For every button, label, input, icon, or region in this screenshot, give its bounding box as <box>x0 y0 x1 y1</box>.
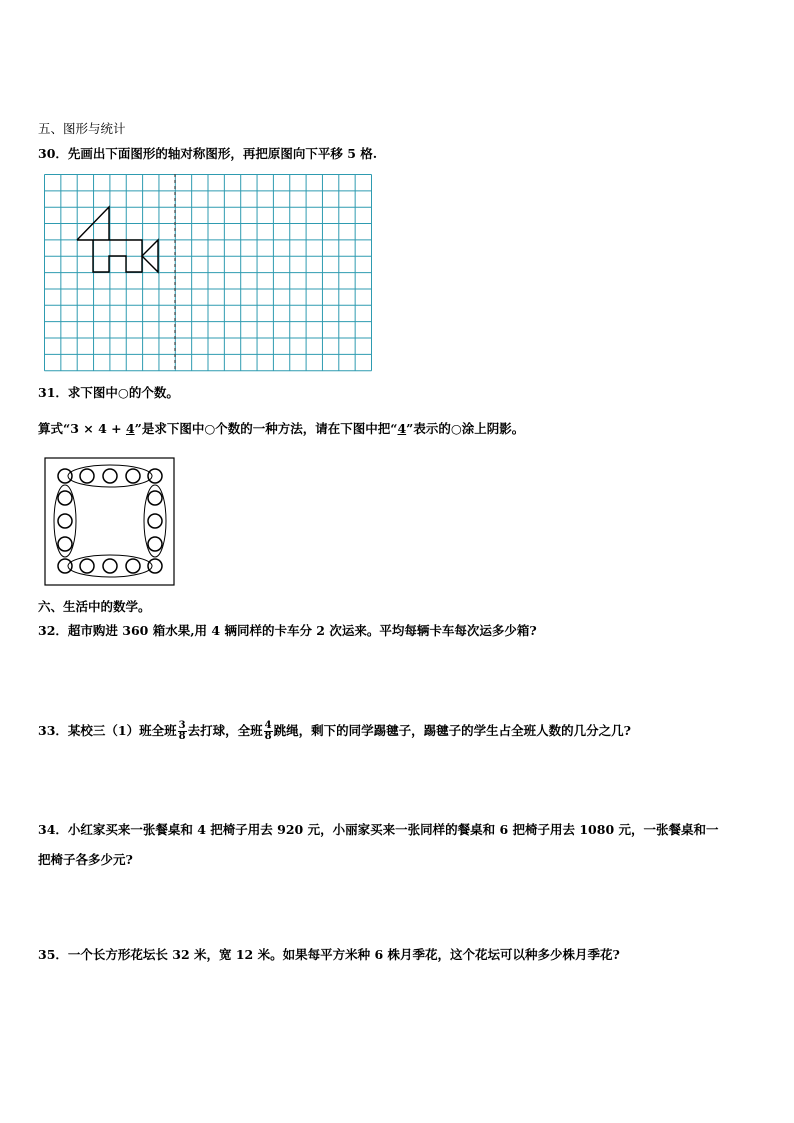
small-circle <box>58 537 72 551</box>
small-circle <box>148 469 162 483</box>
question-34-number: 34． <box>38 822 68 837</box>
question-34-text-1: 小红家买来一张餐桌和 4 把椅子用去 920 元，小丽家买来一张同样的餐桌和 6 把椅子用去 1080 元，一张餐桌和一 <box>67 822 719 837</box>
small-circle <box>80 559 94 573</box>
question-31 <box>38 384 179 402</box>
formula-mid: ”是求下图中○个数的一种方法，请在下图中把“ <box>134 421 398 436</box>
formula-pre: 算式“3 × 4 + <box>38 421 126 436</box>
fraction-2-numerator: 4 <box>264 720 272 731</box>
formula-underlined-four: 4 <box>125 421 135 436</box>
small-circle <box>103 559 117 573</box>
small-circle <box>58 469 72 483</box>
question-34-line2 <box>38 851 133 869</box>
section-6-heading: 六、生活中的数学。 <box>38 599 151 614</box>
small-circle <box>126 469 140 483</box>
small-circle <box>148 537 162 551</box>
formula-post: ”表示的○涂上阴影。 <box>406 421 525 436</box>
small-circle <box>148 559 162 573</box>
question-31-number: 31． <box>38 385 68 400</box>
question-33-number: 33． <box>38 723 68 738</box>
q31-circles-figure <box>44 457 176 587</box>
question-31-text: 求下图中○的个数。 <box>67 385 179 400</box>
q30-grid-figure <box>44 174 374 372</box>
question-35-text: 一个长方形花坛长 32 米，宽 12 米。如果每平方米种 6 株月季花，这个花坛可以种多少株月季花? <box>67 947 620 962</box>
group-ovals <box>54 465 166 577</box>
question-32 <box>38 622 537 640</box>
question-34-text-2: 把椅子各多少元? <box>38 852 133 867</box>
question-30-text: 先画出下面图形的轴对称图形，再把原图向下平移 5 格. <box>67 146 378 161</box>
question-32-text: 超市购进 360 箱水果,用 4 辆同样的卡车分 2 次运来。平均每辆卡车每次运多少箱? <box>67 623 537 638</box>
question-35-number: 35． <box>38 947 68 962</box>
question-34-line1 <box>38 821 719 839</box>
question-33-part3: 跳绳，剩下的同学踢毽子，踢毽子的学生占全班人数的几分之几? <box>273 723 631 738</box>
question-33-part2: 去打球，全班 <box>187 723 263 738</box>
fraction-1-denominator: 8 <box>178 731 186 742</box>
circles-frame <box>45 458 174 585</box>
formula-underlined-four-2: 4 <box>397 421 407 436</box>
section-5-heading: 五、图形与统计 <box>38 121 126 136</box>
fraction-1-numerator: 3 <box>178 720 186 731</box>
question-32-number: 32． <box>38 623 68 638</box>
small-circle <box>126 559 140 573</box>
small-circle <box>58 559 72 573</box>
question-35 <box>38 946 620 964</box>
question-33-part1: 某校三（1）班全班 <box>67 723 177 738</box>
small-circle <box>80 469 94 483</box>
question-30-number: 30． <box>38 146 68 161</box>
small-circles <box>58 469 162 573</box>
small-circle <box>58 491 72 505</box>
small-circle <box>103 469 117 483</box>
fraction-three-eighths <box>178 721 187 742</box>
question-30 <box>38 145 377 163</box>
question-31-formula <box>38 420 524 438</box>
fraction-2-denominator: 8 <box>264 731 272 742</box>
fraction-four-eighths <box>264 721 273 742</box>
small-circle <box>58 514 72 528</box>
small-circle <box>148 491 162 505</box>
question-33 <box>38 714 631 748</box>
small-circle <box>148 514 162 528</box>
